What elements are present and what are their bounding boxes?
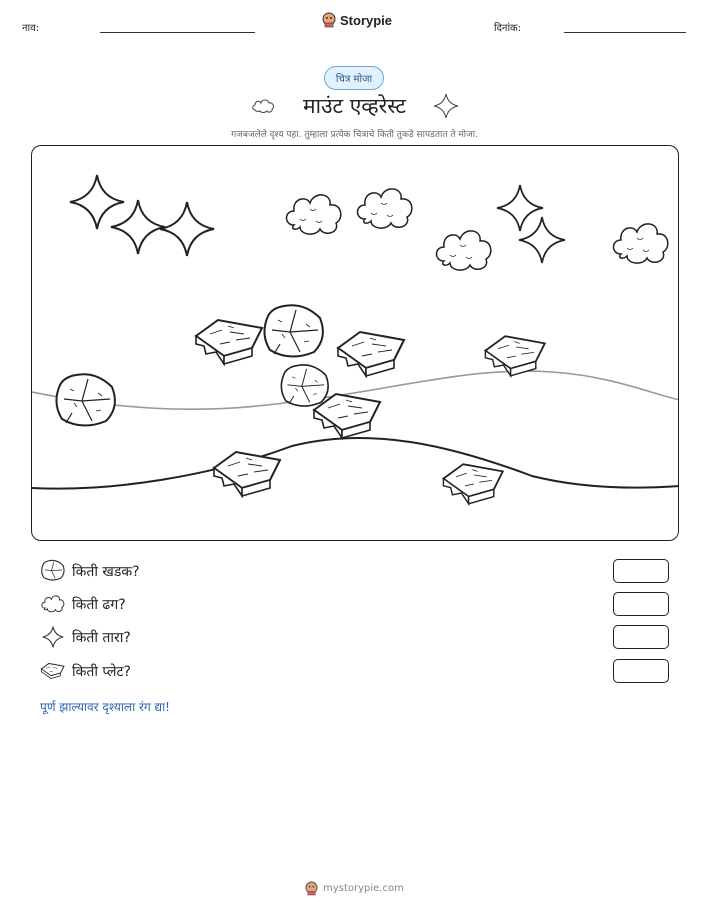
- name-label: नाव:: [22, 23, 40, 34]
- scene-illustration: [32, 146, 679, 541]
- rock-icon: [56, 374, 114, 425]
- question-star: [40, 625, 131, 649]
- star-icon: [160, 202, 214, 256]
- star-icon: [111, 200, 165, 254]
- cloud-icon: [287, 195, 341, 234]
- plate-icon: [338, 332, 404, 376]
- rock-icon: [281, 365, 328, 406]
- question-text: किती खडक?: [72, 563, 140, 580]
- star-icon: [497, 185, 543, 231]
- footer-url[interactable]: mystorypie.com: [323, 883, 404, 894]
- answer-box-cloud[interactable]: [613, 592, 669, 616]
- star-icon: [519, 217, 565, 263]
- question-plate: [40, 659, 131, 683]
- star-icon: [433, 93, 459, 119]
- footer: [0, 881, 709, 896]
- activity-tag: चित्र मोजा: [324, 66, 384, 90]
- cloud-icon: [358, 189, 412, 228]
- plate-icon: [214, 452, 280, 496]
- star-icon: [70, 175, 124, 229]
- instructions: गजबजलेले दृश्य पहा. तुम्हाला प्रत्येक चित्राचे किती तुकडे सापडतात ते मोजा.: [231, 130, 478, 140]
- question-rock: [40, 559, 140, 583]
- question-text: किती तारा?: [72, 629, 131, 646]
- cloud-icon: [40, 592, 66, 616]
- rock-icon: [40, 559, 66, 583]
- cloud-icon: [614, 224, 668, 263]
- answer-box-plate[interactable]: [613, 659, 669, 683]
- plate-icon: [485, 336, 544, 376]
- plate-icon: [196, 320, 262, 364]
- coloring-note: पूर्ण झाल्यावर दृश्याला रंग द्या!: [40, 700, 170, 714]
- date-label: दिनांक:: [494, 23, 522, 34]
- brand: [322, 12, 392, 28]
- count-scene: [31, 145, 679, 541]
- cloud-icon: [437, 231, 491, 270]
- question-text: किती प्लेट?: [72, 663, 131, 680]
- storypie-logo-icon: [305, 881, 318, 896]
- plate-icon: [443, 464, 502, 504]
- answer-box-star[interactable]: [613, 625, 669, 649]
- plate-icon: [40, 659, 66, 683]
- plate-icon: [314, 394, 380, 438]
- storypie-logo-icon: [322, 12, 336, 28]
- star-icon: [40, 625, 66, 649]
- rock-icon: [264, 305, 322, 356]
- brand-name: Storypie: [340, 12, 393, 28]
- question-cloud: [40, 592, 126, 616]
- date-line[interactable]: [564, 32, 686, 33]
- answer-box-rock[interactable]: [613, 559, 669, 583]
- name-line[interactable]: [100, 32, 255, 33]
- page-title: माउंट एव्हरेस्ट: [303, 94, 406, 118]
- question-text: किती ढग?: [72, 596, 126, 613]
